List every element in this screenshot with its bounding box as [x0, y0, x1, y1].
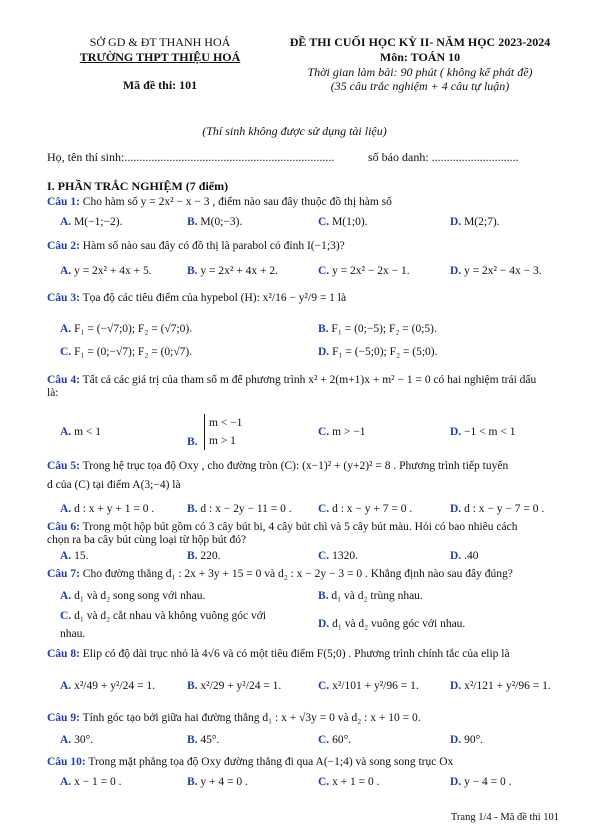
- q5-option-b: B. d : x − 2y − 11 = 0 .: [187, 503, 292, 515]
- q4-option-b-label: B.: [187, 436, 198, 448]
- q4-option-c: C. m > −1: [318, 426, 366, 438]
- question-7: Câu 7: Cho đường thẳng d₁ : 2x + 3y + 15 = 0 và d₂ : x − 2y − 3 = 0 . Khẳng định nào sau đây đúng?: [47, 568, 513, 580]
- q4-option-d: D. −1 < m < 1: [450, 426, 516, 438]
- student-name-line: Họ, tên thí sinh:......................................................................: [47, 150, 335, 164]
- question-6: Câu 6: Trong một hộp bút gồm có 3 cây bút bi, 4 cây bút chì và 5 cây bút màu. Hỏi có bao nhiêu cách: [47, 521, 518, 533]
- q10-option-a: A. x − 1 = 0 .: [60, 776, 122, 788]
- q5-option-d: D. d : x − y − 7 = 0 .: [450, 503, 545, 515]
- question-2: Câu 2: Hàm số nào sau đây có đồ thị là parabol có đỉnh I(−1;3)?: [47, 240, 345, 252]
- question-3: Câu 3: Tọa độ các tiêu điểm của hypebol (H): x²/16 − y²/9 = 1 là: [47, 292, 347, 304]
- q9-option-d: D. 90°.: [450, 734, 484, 746]
- q8-option-c: C. x²/101 + y²/96 = 1.: [318, 680, 419, 692]
- question-5: Câu 5: Trong hệ trục tọa độ Oxy , cho đường tròn (C): (x−1)² + (y+2)² = 8 . Phương trình tiếp tuyến: [47, 460, 509, 472]
- q7-option-c-cont: nhau.: [60, 628, 86, 640]
- q8-option-a: A. x²/49 + y²/24 = 1.: [60, 680, 155, 692]
- q6-option-b: B. 220.: [187, 550, 221, 562]
- exam-title: ĐỀ THI CUỐI HỌC KỲ II- NĂM HỌC 2023-2024: [289, 35, 551, 49]
- q2-option-a: A. y = 2x² + 4x + 5.: [60, 265, 152, 277]
- question-number: Câu 1:: [47, 196, 80, 208]
- section-title: I. PHẦN TRẮC NGHIỆM (7 điểm): [47, 179, 229, 193]
- q6-option-c: C. 1320.: [318, 550, 358, 562]
- q6-option-a: A. 15.: [60, 550, 89, 562]
- q3-option-c: C. F₁ = (0;−√7); F₂ = (0;√7).: [60, 346, 193, 358]
- q9-option-a: A. 30°.: [60, 734, 94, 746]
- school-name: TRƯỜNG THPT THIỆU HOÁ: [79, 50, 241, 64]
- q8-option-b: B. x²/29 + y²/24 = 1.: [187, 680, 282, 692]
- q1-option-c: C. M(1;0).: [318, 216, 368, 228]
- exam-note: (Thí sinh không được sử dụng tài liệu): [202, 124, 387, 138]
- question-5-line2: d của (C) tại điểm A(3;−4) là: [47, 479, 181, 491]
- question-text: Cho hàm số y = 2x² − x − 3 , điểm nào sau đây thuộc đồ thị hàm số: [82, 196, 392, 208]
- q5-option-a: A. d : x + y + 1 = 0 .: [60, 503, 155, 515]
- exam-structure: (35 câu trắc nghiệm + 4 câu tự luận): [330, 79, 510, 93]
- q10-option-d: D. y − 4 = 0 .: [450, 776, 512, 788]
- question-1: [47, 196, 392, 209]
- q8-option-d: D. x²/121 + y²/96 = 1.: [450, 680, 551, 692]
- q6-option-d: D. .40: [450, 550, 479, 562]
- dept-name: SỞ GD & ĐT THANH HOÁ: [89, 35, 231, 49]
- q7-option-a: A. d₁ và d₂ song song với nhau.: [60, 590, 206, 602]
- subject: Môn: TOÁN 10: [379, 50, 461, 64]
- q5-option-c: C. d : x − y + 7 = 0 .: [318, 503, 413, 515]
- page-footer: Trang 1/4 - Mã đề thi 101: [450, 812, 559, 823]
- question-4: Câu 4: Tất cả các giá trị của tham số m để phương trình x² + 2(m+1)x + m² − 1 = 0 có hai nghiệm trái dấu là:: [47, 374, 537, 399]
- q10-option-b: B. y + 4 = 0 .: [187, 776, 248, 788]
- question-8: Câu 8: Elip có độ dài trục nhỏ là 4√6 và có một tiêu điểm F(5;0) . Phương trình chính tắc của elip là: [47, 648, 510, 660]
- q3-option-d: D. F₁ = (−5;0); F₂ = (5;0).: [318, 346, 438, 358]
- student-id-line: số báo danh: .............................: [368, 150, 519, 164]
- q1-option-d: D. M(2;7).: [450, 216, 500, 228]
- q1-option-a: A. M(−1;−2).: [60, 216, 123, 228]
- q4-option-b: m < −1 m > 1: [204, 414, 242, 450]
- q3-option-a: A. F₁ = (−√7;0); F₂ = (√7;0).: [60, 323, 193, 335]
- q1-option-b: B. M(0;−3).: [187, 216, 243, 228]
- q2-option-d: D. y = 2x² − 4x − 3.: [450, 265, 542, 277]
- q7-option-c: C. d₁ và d₂ cắt nhau và không vuông góc với: [60, 610, 267, 622]
- q2-option-b: B. y = 2x² + 4x + 2.: [187, 265, 278, 277]
- q7-option-d: D. d₁ và d₂ vuông góc với nhau.: [318, 618, 466, 630]
- question-6-line2: chọn ra ba cây bút cùng loại từ hộp bút đó?: [47, 534, 247, 546]
- q9-option-c: C. 60°.: [318, 734, 352, 746]
- q4-option-a: A. m < 1: [60, 426, 101, 438]
- q3-option-b: B. F₁ = (0;−5); F₂ = (0;5).: [318, 323, 437, 335]
- q10-option-c: C. x + 1 = 0 .: [318, 776, 380, 788]
- exam-code: Mã đề thi: 101: [122, 78, 198, 92]
- exam-time: Thời gian làm bài: 90 phút ( không kể phát đề): [307, 65, 533, 79]
- question-9: Câu 9: Tính góc tạo bởi giữa hai đường thẳng d₁ : x + √3y = 0 và d₂ : x + 10 = 0.: [47, 712, 421, 724]
- q7-option-b: B. d₁ và d₂ trùng nhau.: [318, 590, 423, 602]
- q2-option-c: C. y = 2x² − 2x − 1.: [318, 265, 410, 277]
- question-10: Câu 10: Trong mặt phẳng tọa độ Oxy đường thẳng đi qua A(−1;4) và song song trục Ox: [47, 756, 454, 768]
- q9-option-b: B. 45°.: [187, 734, 220, 746]
